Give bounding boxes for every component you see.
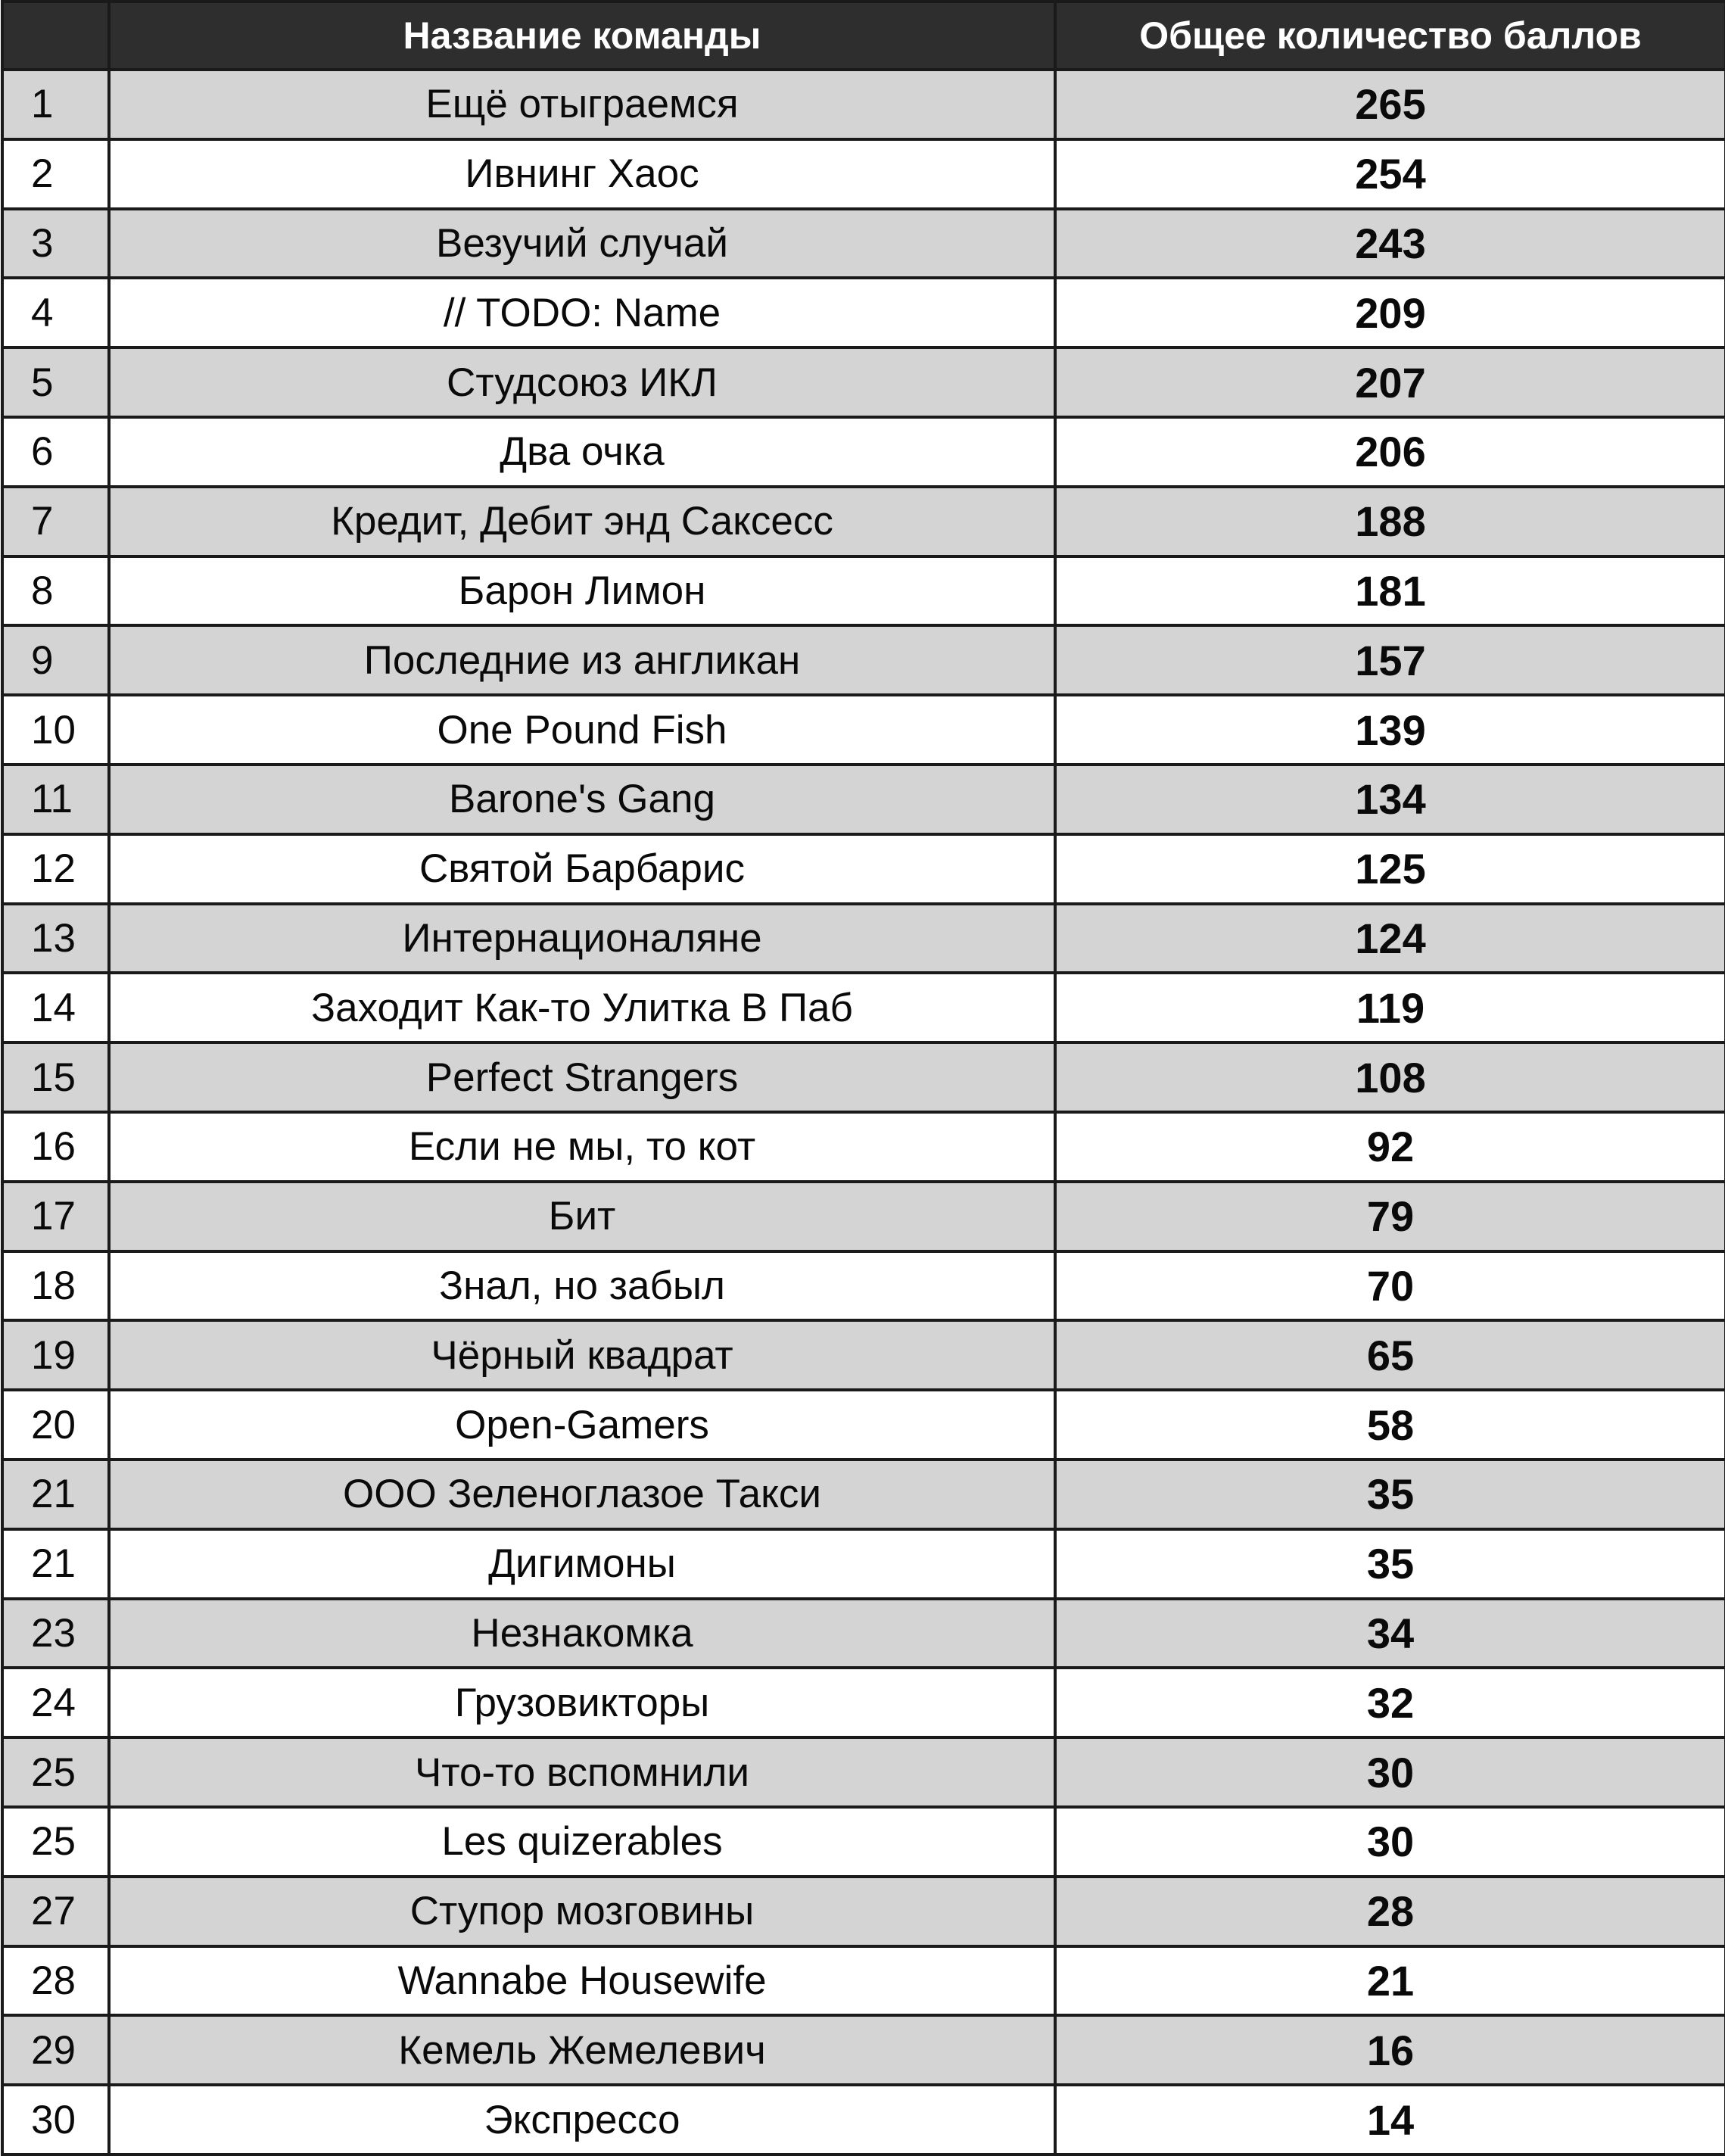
rank-cell: 24 (2, 1668, 109, 1737)
score-cell: 58 (1055, 1390, 1725, 1460)
team-name-cell: Незнакомка (109, 1599, 1055, 1668)
rank-cell: 20 (2, 1390, 109, 1460)
table-row (2, 834, 1725, 904)
rank-cell: 25 (2, 1737, 109, 1807)
team-name-cell: Везучий случай (109, 209, 1055, 279)
table-row (2, 1807, 1725, 1877)
table-row (2, 487, 1725, 556)
standings-table (1, 0, 1725, 2156)
rank-cell: 9 (2, 625, 109, 695)
table-row (2, 1599, 1725, 1668)
table-row (2, 417, 1725, 487)
rank-cell: 21 (2, 1529, 109, 1599)
score-cell: 28 (1055, 1877, 1725, 1946)
table-row (2, 625, 1725, 695)
score-cell: 14 (1055, 2085, 1725, 2154)
header-total-score: Общее количество баллов (1055, 2, 1725, 70)
score-cell: 21 (1055, 1946, 1725, 2016)
score-cell: 79 (1055, 1182, 1725, 1251)
header-team-name: Название команды (109, 2, 1055, 70)
table-row (2, 1042, 1725, 1112)
team-name-cell: One Pound Fish (109, 695, 1055, 765)
rank-cell: 6 (2, 417, 109, 487)
rank-cell: 2 (2, 139, 109, 209)
score-cell: 34 (1055, 1599, 1725, 1668)
table-row (2, 278, 1725, 347)
team-name-cell: Ивнинг Хаос (109, 139, 1055, 209)
table-row (2, 1390, 1725, 1460)
team-name-cell: // TODO: Name (109, 278, 1055, 347)
rank-cell: 16 (2, 1112, 109, 1182)
table-row (2, 904, 1725, 974)
team-name-cell: Ещё отыграемся (109, 70, 1055, 139)
score-cell: 35 (1055, 1529, 1725, 1599)
rank-cell: 4 (2, 278, 109, 347)
table-row (2, 1529, 1725, 1599)
rank-cell: 29 (2, 2015, 109, 2085)
rank-cell: 3 (2, 209, 109, 279)
rank-cell: 30 (2, 2085, 109, 2154)
score-cell: 32 (1055, 1668, 1725, 1737)
table-row (2, 347, 1725, 417)
team-name-cell: Два очка (109, 417, 1055, 487)
table-row (2, 556, 1725, 626)
score-cell: 207 (1055, 347, 1725, 417)
score-cell: 206 (1055, 417, 1725, 487)
team-name-cell: Кемель Жемелевич (109, 2015, 1055, 2085)
score-cell: 181 (1055, 556, 1725, 626)
rank-cell: 1 (2, 70, 109, 139)
team-name-cell: ООО Зеленоглазое Такси (109, 1460, 1055, 1529)
score-cell: 92 (1055, 1112, 1725, 1182)
score-cell: 209 (1055, 278, 1725, 347)
team-name-cell: Последние из англикан (109, 625, 1055, 695)
team-name-cell: Студсоюз ИКЛ (109, 347, 1055, 417)
table-row (2, 2015, 1725, 2085)
rank-cell: 19 (2, 1320, 109, 1390)
rank-cell: 23 (2, 1599, 109, 1668)
team-name-cell: Грузовикторы (109, 1668, 1055, 1737)
table-row (2, 1460, 1725, 1529)
rank-cell: 27 (2, 1877, 109, 1946)
rank-cell: 10 (2, 695, 109, 765)
rank-cell: 12 (2, 834, 109, 904)
rank-cell: 13 (2, 904, 109, 974)
team-name-cell: Барон Лимон (109, 556, 1055, 626)
table-row (2, 973, 1725, 1042)
table-row (2, 1668, 1725, 1737)
table-row (2, 695, 1725, 765)
rank-cell: 25 (2, 1807, 109, 1877)
score-cell: 119 (1055, 973, 1725, 1042)
team-name-cell: Les quizerables (109, 1807, 1055, 1877)
score-cell: 108 (1055, 1042, 1725, 1112)
team-name-cell: Заходит Как-то Улитка В Паб (109, 973, 1055, 1042)
rank-cell: 14 (2, 973, 109, 1042)
team-name-cell: Бит (109, 1182, 1055, 1251)
team-name-cell: Perfect Strangers (109, 1042, 1055, 1112)
score-cell: 243 (1055, 209, 1725, 279)
team-name-cell: Ступор мозговины (109, 1877, 1055, 1946)
score-cell: 265 (1055, 70, 1725, 139)
rank-cell: 15 (2, 1042, 109, 1112)
rank-cell: 28 (2, 1946, 109, 2016)
table-row (2, 1251, 1725, 1321)
score-cell: 125 (1055, 834, 1725, 904)
team-name-cell: Open-Gamers (109, 1390, 1055, 1460)
rank-cell: 5 (2, 347, 109, 417)
header-rank (2, 2, 109, 70)
rank-cell: 7 (2, 487, 109, 556)
table-row (2, 209, 1725, 279)
team-name-cell: Что-то вспомнили (109, 1737, 1055, 1807)
rank-cell: 18 (2, 1251, 109, 1321)
score-cell: 139 (1055, 695, 1725, 765)
table-row (2, 139, 1725, 209)
team-name-cell: Экспрессо (109, 2085, 1055, 2154)
table-row (2, 1112, 1725, 1182)
team-name-cell: Wannabe Housewife (109, 1946, 1055, 2016)
team-name-cell: Чёрный квадрат (109, 1320, 1055, 1390)
team-name-cell: Если не мы, то кот (109, 1112, 1055, 1182)
score-cell: 30 (1055, 1807, 1725, 1877)
table-row (2, 1946, 1725, 2016)
score-cell: 157 (1055, 625, 1725, 695)
score-cell: 16 (1055, 2015, 1725, 2085)
team-name-cell: Интернационаляне (109, 904, 1055, 974)
team-name-cell: Святой Барбарис (109, 834, 1055, 904)
team-name-cell: Кредит, Дебит энд Саксесс (109, 487, 1055, 556)
table-row (2, 2085, 1725, 2154)
team-name-cell: Barone's Gang (109, 765, 1055, 834)
table-row (2, 70, 1725, 139)
header-row (2, 2, 1725, 70)
rank-cell: 21 (2, 1460, 109, 1529)
table-row (2, 1320, 1725, 1390)
score-cell: 124 (1055, 904, 1725, 974)
rank-cell: 11 (2, 765, 109, 834)
table-body (2, 70, 1725, 2154)
table-row (2, 1182, 1725, 1251)
team-name-cell: Дигимоны (109, 1529, 1055, 1599)
score-cell: 254 (1055, 139, 1725, 209)
score-cell: 30 (1055, 1737, 1725, 1807)
score-cell: 134 (1055, 765, 1725, 834)
score-cell: 70 (1055, 1251, 1725, 1321)
table-row (2, 1877, 1725, 1946)
team-name-cell: Знал, но забыл (109, 1251, 1055, 1321)
rank-cell: 17 (2, 1182, 109, 1251)
score-cell: 35 (1055, 1460, 1725, 1529)
table-row (2, 765, 1725, 834)
table-row (2, 1737, 1725, 1807)
rank-cell: 8 (2, 556, 109, 626)
score-cell: 65 (1055, 1320, 1725, 1390)
table-header (2, 2, 1725, 70)
score-cell: 188 (1055, 487, 1725, 556)
